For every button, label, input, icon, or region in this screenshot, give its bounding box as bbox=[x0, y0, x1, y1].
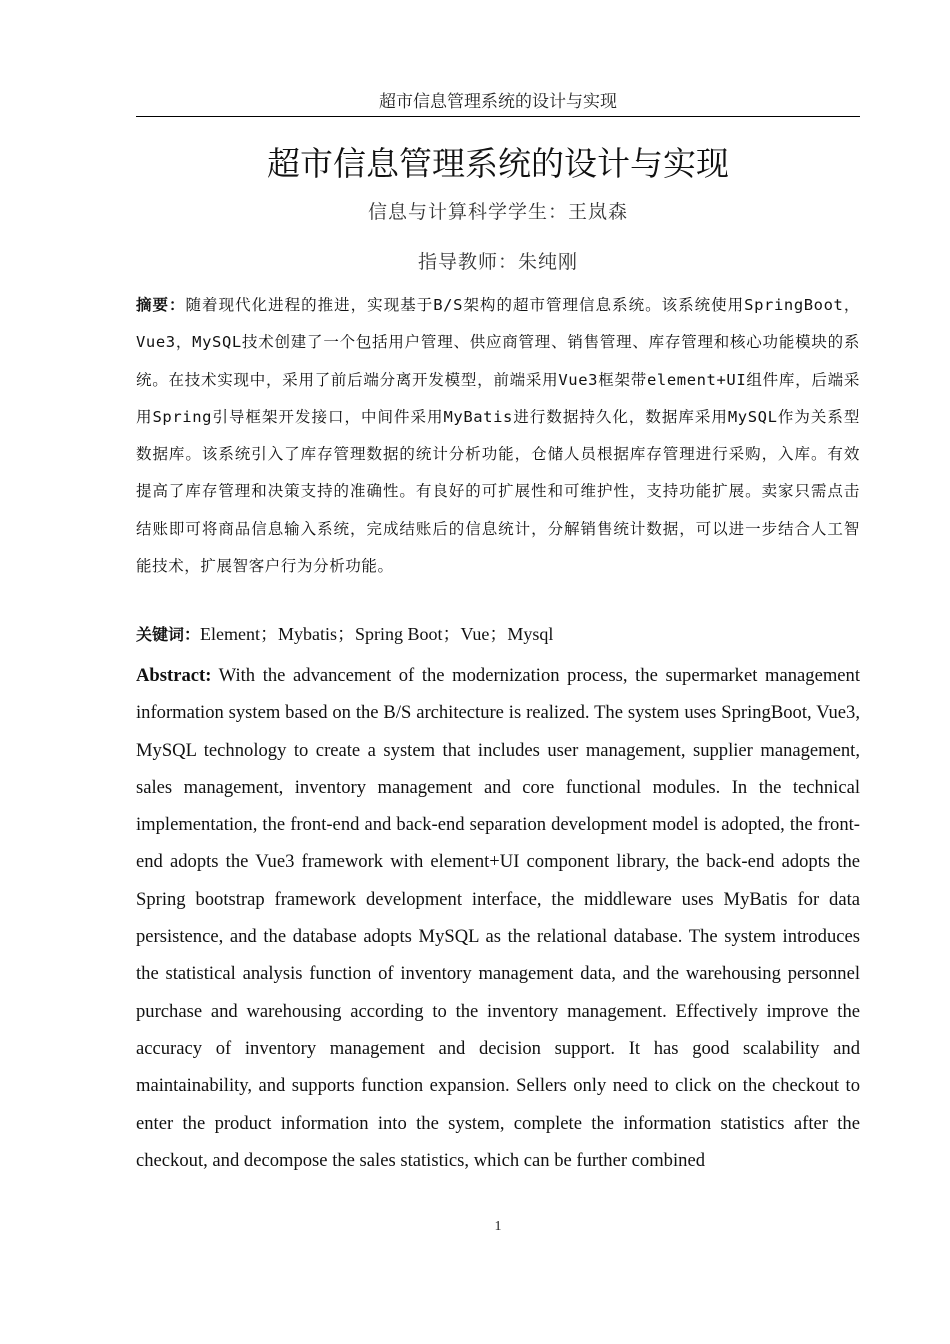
keywords-text: Element；Mybatis；Spring Boot；Vue；Mysql bbox=[200, 624, 554, 644]
header-divider bbox=[136, 116, 860, 117]
running-header: 超市信息管理系统的设计与实现 bbox=[379, 92, 617, 112]
chinese-abstract-text: 随着现代化进程的推进，实现基于B/S架构的超市管理信息系统。该系统使用SpringBoot，Vue3，MySQL技术创建了一个包括用户管理、供应商管理、销售管理、库存管理和核心功能模块的系统。在技术实现中，采用了前后端分离开发模型，前端采用Vue3框架带element+UI组件库，后端采用Spring引导框架开发接口，中间件采用MyBatis进行数据持久化，数据库采用MySQL作为关系型数据库。该系统引入了库存管理数据的统计分析功能，仓储人员根据库存管理进行采购，入库。有效提高了库存管理和决策支持的准确性。有良好的可扩展性和可维护性，支持功能扩展。卖家只需点击结账即可将商品信息输入系统，完成结账后的信息统计，分解销售统计数据，可以进一步结合人工智能技术，扩展智客户行为分析功能。 bbox=[136, 296, 860, 576]
chinese-abstract bbox=[136, 286, 860, 585]
english-abstract-text: With the advancement of the modernization process, the supermarket management information system based on the B/S architecture is realized. The system uses SpringBoot, Vue3, MySQL technology to create a system that includes user management, supplier management, sales management, inventory management and core functional modules. In the technical implementation, the front-end and back-end separation development model is adopted, the front-end adopts the Vue3 framework with element+UI component library, the back-end adopts the Spring bootstrap framework development interface, the middleware uses MyBatis for data persistence, and the database adopts MySQL as the relational database. The system introduces the statistical analysis function of inventory management data, and the warehousing personnel purchase and warehousing according to the inventory management. Effectively improve the accuracy of inventory management and decision support. It has good scalability and maintainability, and supports function expansion. Sellers only need to click on the checkout to enter the product information into the system, complete the information statistics after the checkout, and decompose the sales statistics, which can be further combined bbox=[136, 665, 860, 1171]
chinese-abstract-label: 摘要： bbox=[136, 295, 186, 314]
paper-title: 超市信息管理系统的设计与实现 bbox=[267, 144, 729, 183]
english-abstract-label: Abstract: bbox=[136, 665, 212, 686]
advisor-line: 指导教师：朱纯刚 bbox=[417, 251, 578, 273]
author-line: 信息与计算科学学生：王岚森 bbox=[367, 201, 628, 223]
keywords-label: 关键词： bbox=[136, 625, 201, 644]
page-number: 1 bbox=[494, 1219, 502, 1234]
english-abstract bbox=[136, 657, 860, 1179]
keywords bbox=[136, 621, 860, 648]
